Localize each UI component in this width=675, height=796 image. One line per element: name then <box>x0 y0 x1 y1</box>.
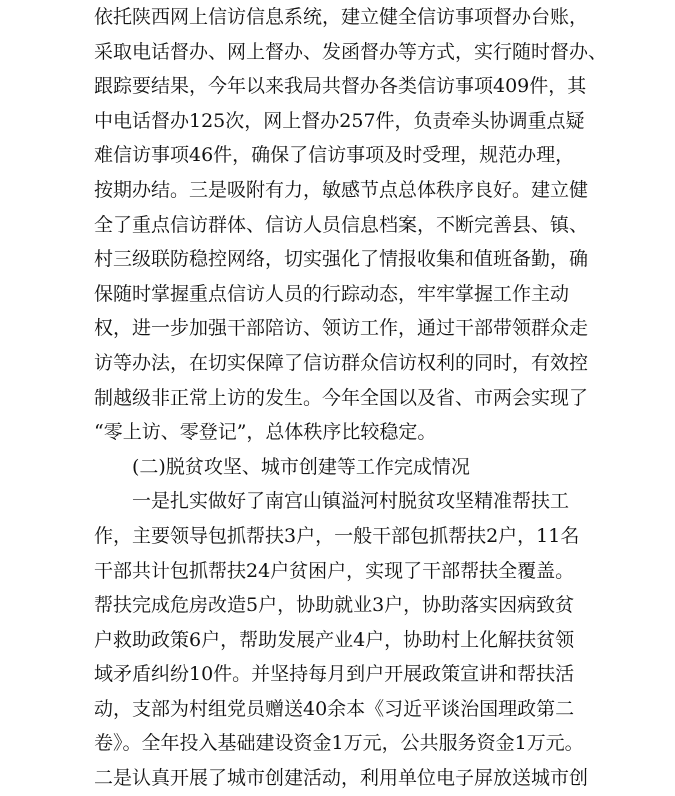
document-body <box>94 0 608 796</box>
text-line: 二是认真开展了城市创建活动，利用单位电子屏放送城市创 <box>94 767 589 790</box>
text-line: 难信访事项46件，确保了信访事项及时受理，规范办理， <box>94 144 575 167</box>
paragraph-first-line: 一是扎实做好了南宫山镇溢河村脱贫攻坚精准帮扶工 <box>132 490 570 513</box>
text-line: 依托陕西网上信访信息系统，建立健全信访事项督办台账， <box>94 6 589 28</box>
section-heading: (二)脱贫攻坚、城市创建等工作完成情况 <box>132 455 470 478</box>
text-line: 按期办结。三是吸附有力，敏感节点总体秩序良好。建立健 <box>94 178 589 201</box>
text-line: 采取电话督办、网上督办、发函督办等方式，实行随时督办、 <box>94 40 608 63</box>
text-line: 域矛盾纠纷10件。并坚持每月到户开展政策宣讲和帮扶活 <box>94 663 575 686</box>
text-line: 制越级非正常上访的发生。今年全国以及省、市两会实现了 <box>94 386 589 409</box>
text-line: “零上访、零登记”，总体秩序比较稳定。 <box>94 421 437 444</box>
text-line: 动，支部为村组党员赠送40余本《习近平谈治国理政第二 <box>94 697 575 720</box>
text-line: 权，进一步加强干部陪访、领访工作，通过干部带领群众走 <box>94 317 589 340</box>
text-line: 作，主要领导包抓帮扶3户，一般干部包抓帮扶2户，11名 <box>94 524 580 547</box>
text-line: 户救助政策6户，帮助发展产业4户，协助村上化解扶贫领 <box>94 628 575 651</box>
text-line: 干部共计包抓帮扶24户贫困户，实现了干部帮扶全覆盖。 <box>94 559 575 582</box>
text-line: 卷》。全年投入基础建设资金1万元，公共服务资金1万元。 <box>94 732 584 755</box>
text-line: 保随时掌握重点信访人员的行踪动态，牢牢掌握工作主动 <box>94 282 570 305</box>
text-line: 跟踪要结果，今年以来我局共督办各类信访事项409件，其 <box>94 75 587 98</box>
text-line: 全了重点信访群体、信访人员信息档案，不断完善县、镇、 <box>94 213 589 236</box>
text-line: 帮扶完成危房改造5户，协助就业3户，协助落实因病致贫 <box>94 594 575 617</box>
text-line: 访等办法，在切实保障了信访群众信访权利的同时，有效控 <box>94 351 589 374</box>
text-line: 村三级联防稳控网络，切实强化了情报收集和值班备勤，确 <box>94 248 589 271</box>
text-line: 中电话督办125次，网上督办257件，负责牵头协调重点疑 <box>94 109 585 132</box>
